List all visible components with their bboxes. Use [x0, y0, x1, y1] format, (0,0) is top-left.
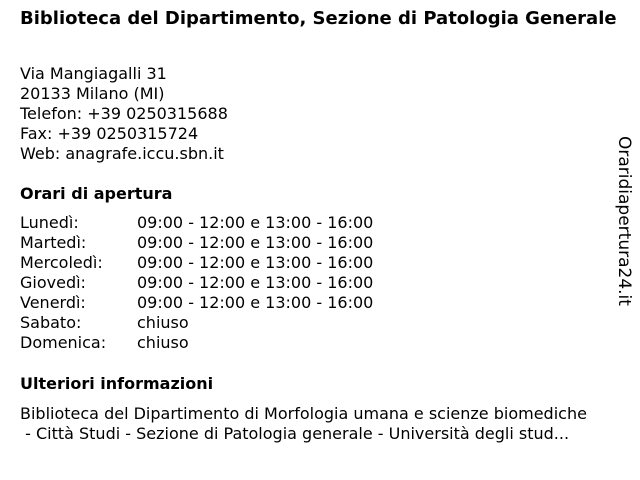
address-street: Via Mangiagalli 31 [20, 64, 167, 83]
address-city: 20133 Milano (MI) [20, 84, 165, 103]
website-link: Web: anagrafe.iccu.sbn.it [20, 144, 224, 163]
more-info-heading: Ulteriori informazioni [20, 374, 214, 393]
hours-value: chiuso [137, 333, 189, 352]
fax-number: Fax: +39 0250315724 [20, 124, 199, 143]
hours-value: 09:00 - 12:00 e 13:00 - 16:00 [137, 273, 374, 292]
day-label: Giovedì: [20, 273, 86, 292]
hours-value: 09:00 - 12:00 e 13:00 - 16:00 [137, 253, 374, 272]
library-title: Biblioteca del Dipartimento, Sezione di Patologia Generale [20, 8, 617, 29]
hours-value: chiuso [137, 313, 189, 332]
day-label: Martedì: [20, 233, 87, 252]
day-label: Venerdì: [20, 293, 86, 312]
day-label: Domenica: [20, 333, 107, 352]
day-label: Sabato: [20, 313, 82, 332]
day-label: Mercoledì: [20, 253, 103, 272]
hours-value: 09:00 - 12:00 e 13:00 - 16:00 [137, 293, 374, 312]
more-info-text [20, 404, 630, 444]
hours-value: 09:00 - 12:00 e 13:00 - 16:00 [137, 233, 374, 252]
description-line: - Città Studi - Sezione di Patologia generale - Università degli stud... [20, 424, 570, 443]
opening-hours-heading: Orari di apertura [20, 184, 173, 203]
phone-number: Telefon: +39 0250315688 [20, 104, 228, 123]
hours-value: 09:00 - 12:00 e 13:00 - 16:00 [137, 213, 374, 232]
site-watermark: Oraridiapertura24.it [614, 136, 634, 306]
contact-info [20, 64, 228, 164]
day-label: Lunedì: [20, 213, 79, 232]
description-line: Biblioteca del Dipartimento di Morfologia umana e scienze biomediche [20, 404, 587, 423]
